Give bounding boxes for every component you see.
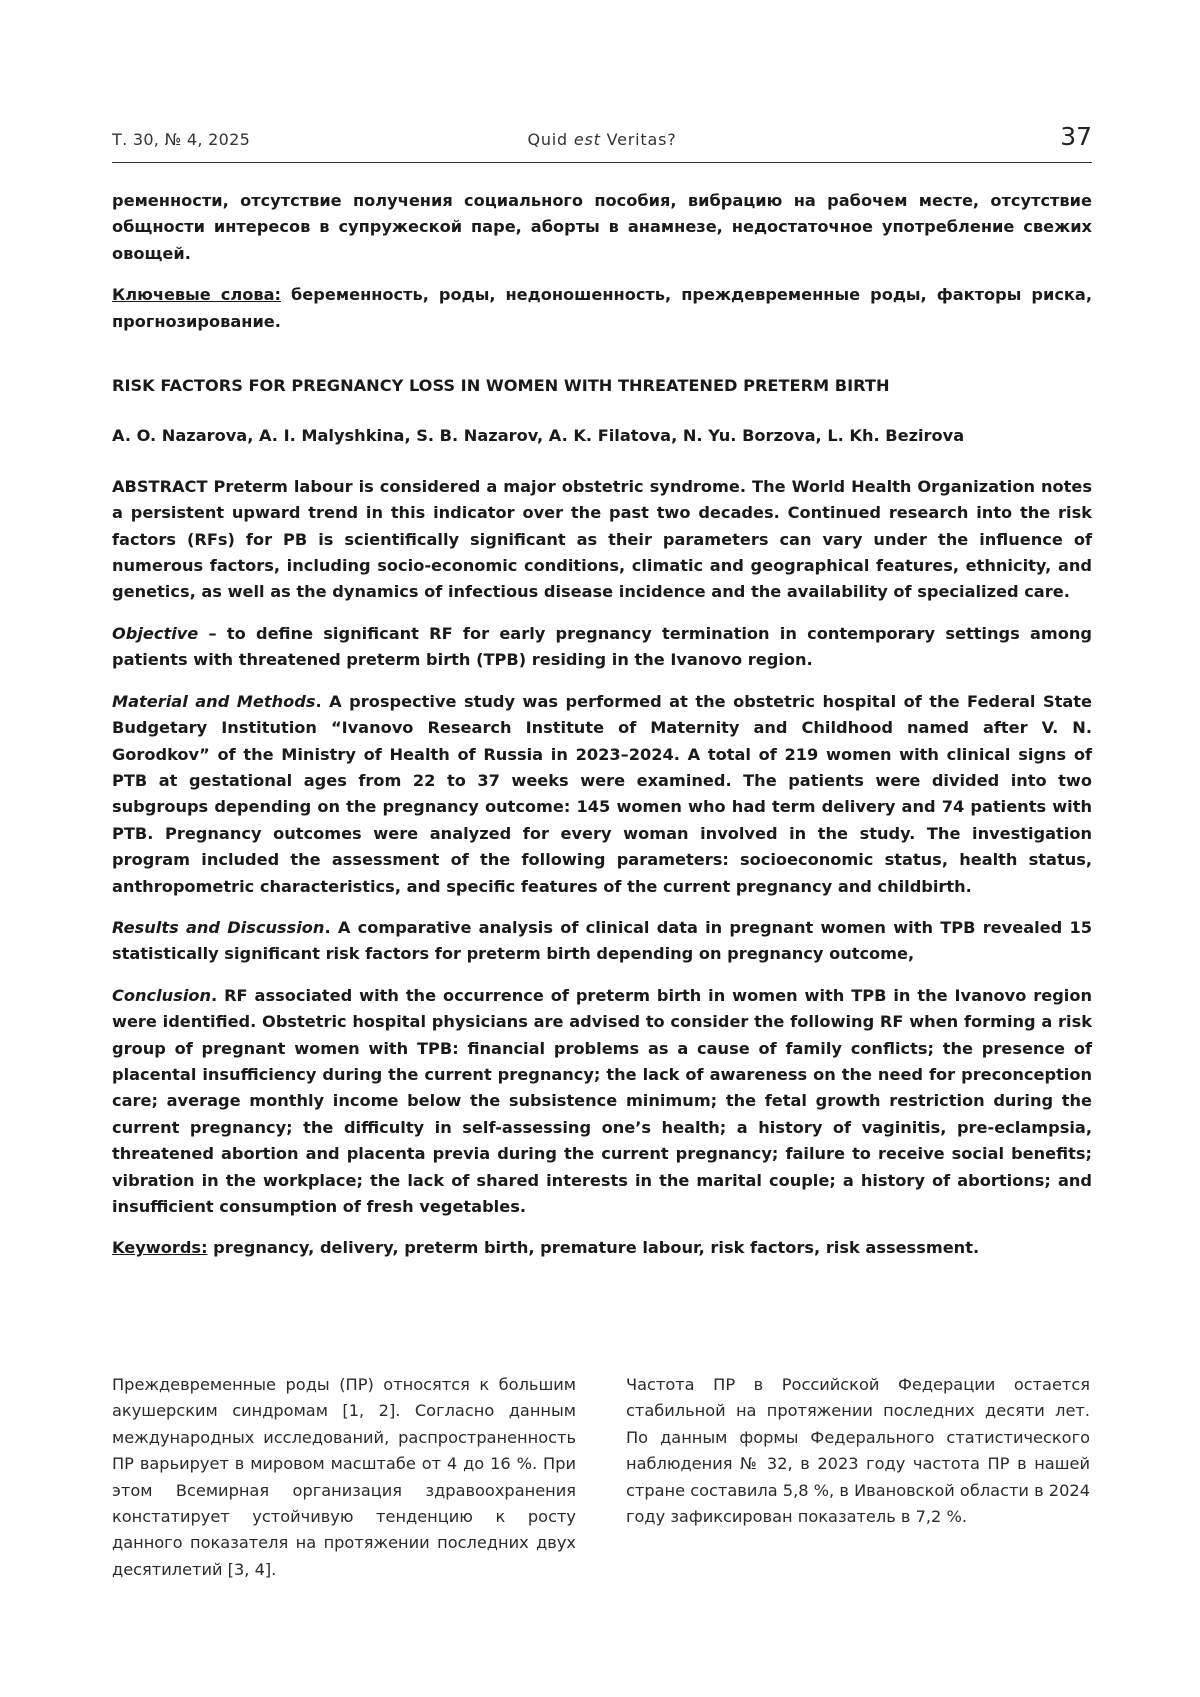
english-keywords: Keywords: pregnancy, delivery, preterm birth, premature labour, risk factors, risk assessment. (112, 1238, 980, 1258)
body-column-right (626, 1372, 1090, 1530)
russian-keywords-label: Ключевые слова: (112, 285, 281, 305)
volume-issue: Т. 30, № 4, 2025 (112, 130, 251, 149)
running-header (112, 122, 1092, 163)
english-keywords-label: Keywords: (112, 1238, 208, 1258)
russian-conclusion-tail: ременности, отсутствие получения социального пособия, вибрацию на рабочем месте, отсутствие общности интересов в супружеской паре, аборты в анамнезе, недостаточное употребление свежих овощей. (112, 191, 1092, 263)
body-paragraph: Частота ПР в Российской Федерации остается стабильной на протяжении последних десяти лет. По данным формы Федерального статистического наблюдения № 32, в 2023 году частота ПР в нашей стране составила 5,8 %, в Ивановской области в 2024 году зафиксирован показатель в 7,2 %. (626, 1375, 1090, 1527)
abstract-results: Results and Discussion. A comparative analysis of clinical data in pregnant women with TPB revealed 15 statistically significant risk factors for preterm birth depending on pregnancy outcome, (112, 917, 1092, 964)
abstract-objective: Objective – to define significant RF for early pregnancy termination in contemporary settings among patients with threatened preterm birth (TPB) residing in the Ivanovo region. (112, 623, 1092, 670)
abstract-block (112, 188, 1092, 1262)
abstract-conclusion: Conclusion. RF associated with the occurrence of preterm birth in women with TPB in the Ivanovo region were identified. Obstetric hospital physicians are advised to consider the following RF when forming a risk group of pregnant women with TPB: financial problems as a cause of family conflicts; the presence of placental insufficiency during the current pregnancy; the lack of awareness on the need for preconception care; average monthly income below the subsistence minimum; the fetal growth restriction during the current pregnancy; the difficulty in self-assessing one’s health; a history of vaginitis, pre-eclampsia, threatened abortion and placenta previa during the current pregnancy; failure to receive social benefits; vibration in the workplace; the lack of shared interests in the marital couple; a history of abortions; and insufficient consumption of fresh vegetables. (112, 985, 1092, 1216)
page-number: 37 (1060, 122, 1092, 151)
english-title: RISK FACTORS FOR PREGNANCY LOSS IN WOMEN WITH THREATENED PRETERM BIRTH (112, 376, 890, 396)
abstract-intro: ABSTRACT Preterm labour is considered a major obstetric syndrome. The World Health Organization notes a persistent upward trend in this indicator over the past two decades. Continued research into the risk factors (RFs) for PB is scientifically significant as their parameters can vary under the influence of numerous factors, including socio-economic conditions, climatic and geographical features, ethnicity, and genetics, as well as the dynamics of infectious disease incidence and the availability of specialized care. (112, 476, 1092, 602)
abstract-methods: Material and Methods. A prospective study was performed at the obstetric hospital of the Federal State Budgetary Institution “Ivanovo Research Institute of Maternity and Childhood named after V. N. Gorodkov” of the Ministry of Health of Russia in 2023–2024. A total of 219 women with clinical signs of PTB at gestational ages from 22 to 37 weeks were examined. The patients were divided into two subgroups depending on the pregnancy outcome: 145 women who had term delivery and 74 patients with PTB. Pregnancy outcomes were analyzed for every woman involved in the study. The investigation program included the assessment of the following parameters: socioeconomic status, health status, anthropometric characteristics, and specific features of the current pregnancy and childbirth. (112, 691, 1092, 896)
journal-title: Quid est Veritas? (527, 130, 677, 149)
russian-keywords: Ключевые слова: беременность, роды, недоношенность, преждевременные роды, факторы риска, прогнозирование. (112, 285, 1092, 331)
body-column-left (112, 1372, 576, 1583)
authors: A. O. Nazarova, A. I. Malyshkina, S. B. Nazarov, A. K. Filatova, N. Yu. Borzova, L. Kh. Bezirova (112, 426, 965, 446)
body-paragraph: Преждевременные роды (ПР) относятся к большим акушерским синдромам [1, 2]. Согласно данным международных исследований, распространенность ПР варьирует в мировом масштабе от 4 до 16 %. При этом Всемирная организация здравоохранения констатирует устойчивую тенденцию к росту данного показателя на протяжении последних двух десятилетий [3, 4]. (112, 1375, 576, 1579)
